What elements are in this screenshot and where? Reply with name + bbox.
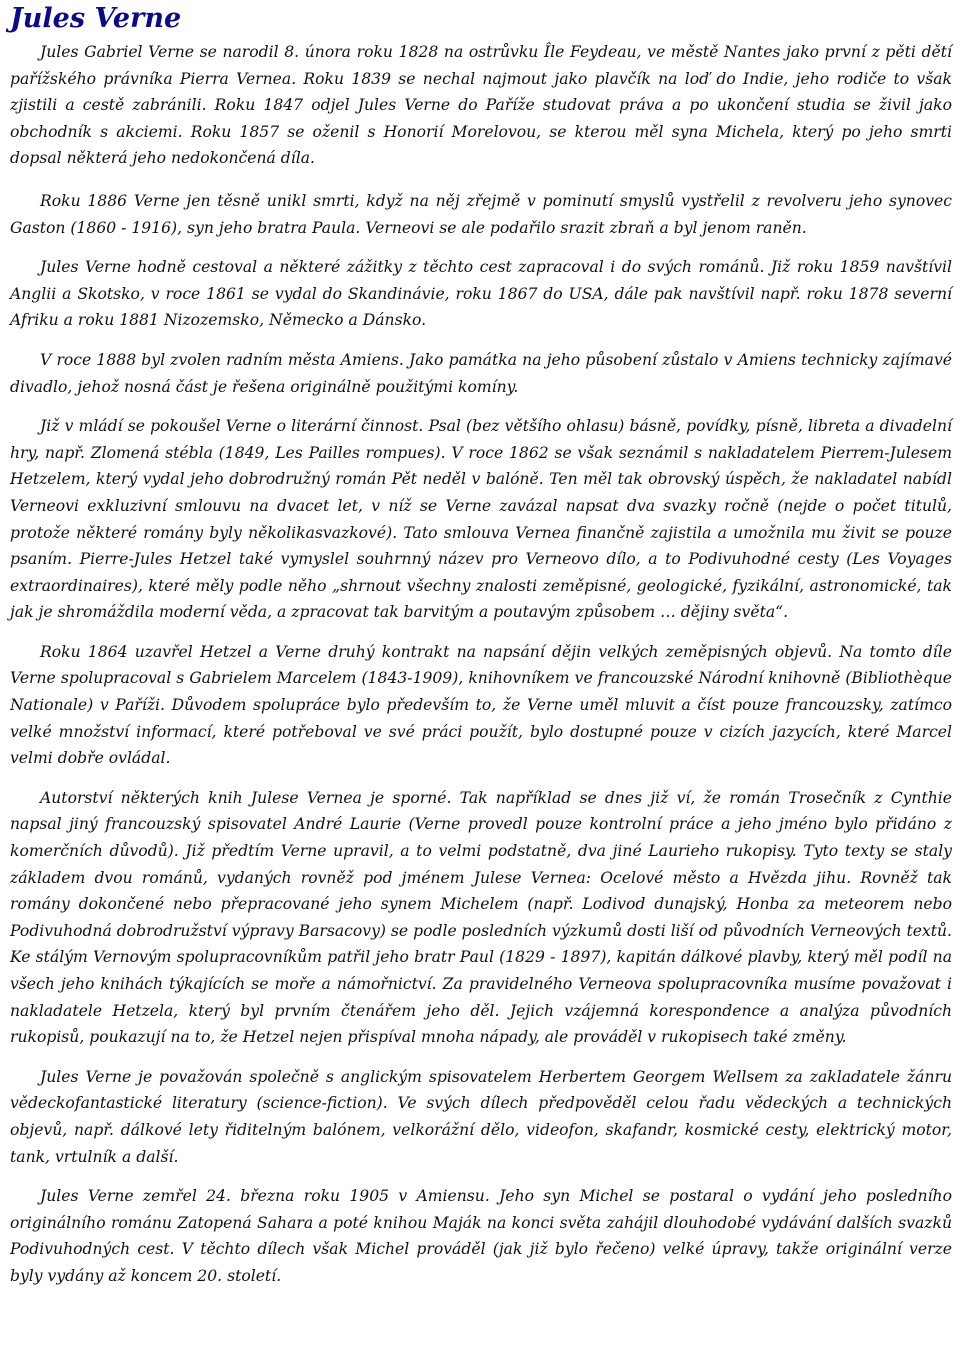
paragraph-death: Jules Verne zemřel 24. března roku 1905 v Amiensu. Jeho syn Michel se postaral o vydání jeho posledního originálního románu Zatopená Sahara a poté knihou Maják na konci světa zahájil dlouhodobé vydávání dalších svazků Podivuhodných cest. V těchto dílech však Michel prováděl (jak již bylo řečeno) velké úpravy, takže originální verze byly vydány až koncem 20. století.: [10, 1187, 952, 1285]
paragraph-travels: Jules Verne hodně cestoval a některé zážitky z těchto cest zapracoval i do svých románů. Již roku 1859 navštívil Anglii a Skotsko, v roce 1861 se vydal do Skandinávie, roku 1867 do USA, dále pak navštívil např. roku 1878 severní Afriku a roku 1881 Nizozemsko, Německo a Dánsko.: [10, 258, 952, 330]
paragraph-second-contract: Roku 1864 uzavřel Hetzel a Verne druhý kontrakt na napsání dějin velkých zeměpisných objevů. Na tomto díle Verne spolupracoval s Gabrielem Marcelem (1843-1909), knihovníkem ve francouzské Národní knihovně (Bibliothèque Nationale) v Paříži. Důvodem spolupráce bylo především to, že Verne uměl mluvit a číst pouze francouzsky, zatímco velké množství informací, které potřeboval ve své práci použít, bylo dostupné pouze v cizích jazycích, které Marcel velmi dobře ovládal.: [10, 642, 952, 768]
page-title: Jules Verne: [10, 3, 182, 34]
paragraph-literary-beginnings: Již v mládí se pokoušel Verne o literární činnost. Psal (bez většího ohlasu) básně, povídky, písně, libreta a divadelní hry, např. Zlomená stébla (1849, Les Pailles rompues). V roce 1862 se však seznámil s nakladatelem Pierrem-Julesem Hetzelem, který vydal jeho dobrodružný román Pět neděl v balóně. Ten měl tak obrovský úspěch, že nakladatel nabídl Verneovi exkluzivní smlouvu na dvacet let, v níž se Verne zavázal napsat dva svazky ročně (nejde o počet titulů, protože některé romány byly několikasvazkové). Tato smlouva Vernea finančně zajistila a umožnila mu živit se pouze psaním. Pierre-Jules Hetzel také vymyslel souhrnný název pro Verneovo dílo, a to Podivuhodné cesty (Les Voyages extraordinaires), které měly podle něho „shrnout všechny znalosti zeměpisné, geologické, fyzikální, astronomické, tak jak je shromáždila moderní věda, a zpracovat tak barvitým a poutavým způsobem … dějiny světa“.: [10, 417, 952, 622]
paragraph-authorship: Autorství některých knih Julese Vernea je sporné. Tak například se dnes již ví, že román Trosečník z Cynthie napsal jiný francouzský spisovatel André Laurie (Verne provedl pouze kontrolní práce a jeho jméno bylo přidáno z komerčních důvodů). Již předtím Verne upravil, a to velmi podstatně, dva jiné Laurieho rukopisy. Tyto texty se staly základem dvou románů, vydaných rovněž pod jménem Julese Vernea: Ocelové město a Hvězda jihu. Rovněž tak romány dokončené nebo přepracované jeho synem Michelem (např. Lodivod dunajský, Honba za meteorem nebo Podivuhodná dobrodružství výpravy Barsacovy) se podle posledních výzkumů dosti liší od původních Verneových textů. Ke stálým Vernovým spolupracovníkům patřil jeho bratr Paul (1829 - 1897), kapitán dálkové plavby, který měl podíl na všech jeho knihách týkajících se moře a námořnictví. Za pravidelného Verneova spolupracovníka musíme považovat i nakladatele Hetzela, který byl prvním čtenářem jeho děl. Jejich vzájemná korespondence a analýza původních rukopisů, poukazují na to, že Hetzel nejen přispíval mnoha nápady, ale prováděl v rukopisech také změny.: [10, 788, 952, 1047]
paragraph-science-fiction: Jules Verne je považován společně s anglickým spisovatelem Herbertem Georgem Wellsem za zakladatele žánru vědeckofantastické literatury (science-fiction). Ve svých dílech předpověděl celou řadu vědeckých a technických objevů, např. dálkové lety řiditelným balónem, velkorážní dělo, videofon, skafandr, kosmické cesty, elektrický motor, tank, vrtulník a další.: [10, 1067, 952, 1166]
paragraph-amiens-council: V roce 1888 byl zvolen radním města Amiens. Jako památka na jeho působení zůstalo v Amiens technicky zajímavé divadlo, jehož nosná část je řešena originálně použitými komíny.: [10, 350, 952, 396]
paragraph-birth-youth: Jules Gabriel Verne se narodil 8. února roku 1828 na ostrůvku Île Feydeau, ve městě Nantes jako první z pěti dětí pařížského právníka Pierra Vernea. Roku 1839 se nechal najmout jako plavčík na loď do Indie, jeho rodiče to však zjistili a cestě zabránili. Roku 1847 odjel Jules Verne do Paříže studovat práva a po ukončení studia se živil jako obchodník s akciemi. Roku 1857 se oženil s Honorií Morelovou, se kterou měl syna Michela, který po jeho smrti dopsal některá jeho nedokončená díla.: [10, 43, 952, 168]
paragraph-assassination-attempt: Roku 1886 Verne jen těsně unikl smrti, když na něj zřejmě v pominutí smyslů vystřelil z revolveru jeho synovec Gaston (1860 - 1916), syn jeho bratra Paula. Verneovi se ale podařilo srazit zbraň a byl jenom raněn.: [10, 191, 952, 237]
